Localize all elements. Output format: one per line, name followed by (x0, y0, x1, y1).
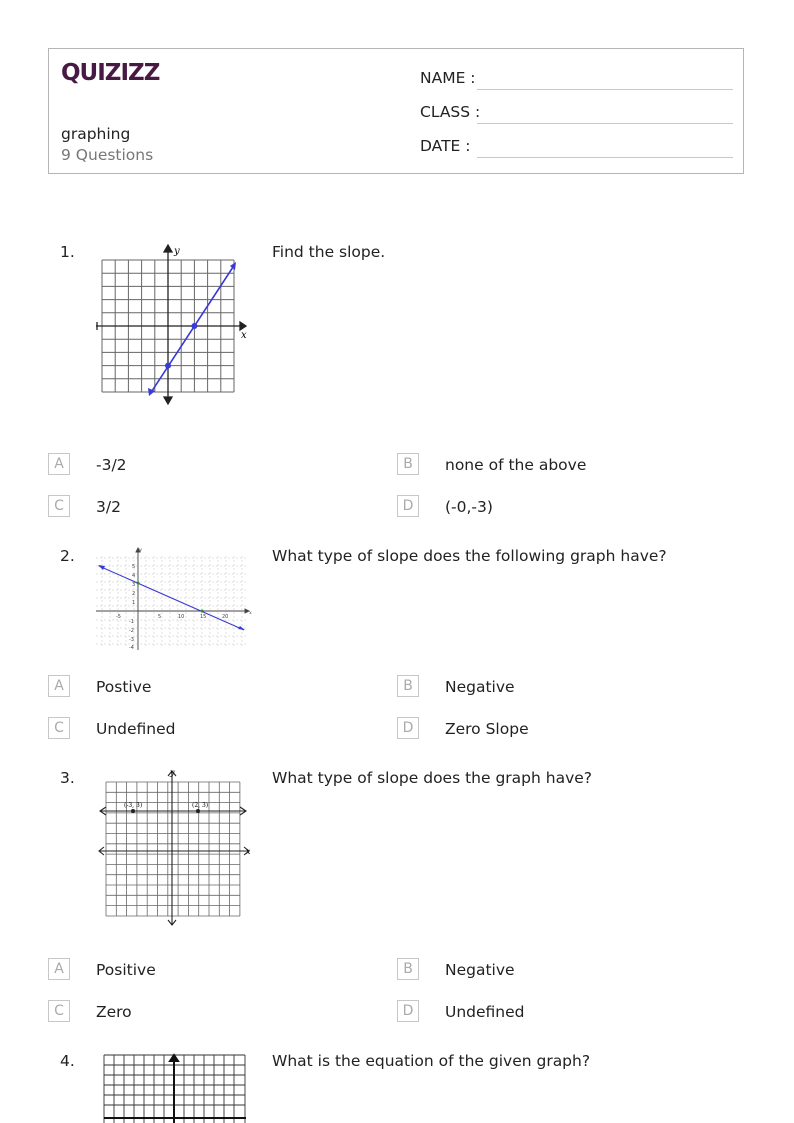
y-axis-label: y (174, 246, 180, 257)
date-label: DATE : (420, 137, 471, 155)
option-letter-box[interactable]: A (48, 675, 70, 697)
option-letter-box[interactable]: C (48, 1000, 70, 1022)
point (165, 363, 171, 369)
point (131, 809, 135, 813)
date-line[interactable] (477, 157, 733, 158)
option-text[interactable]: Negative (445, 678, 515, 696)
name-label: NAME : (420, 69, 476, 87)
class-line[interactable] (477, 123, 733, 124)
option-letter-box[interactable]: A (48, 453, 70, 475)
x-axis-label: x (246, 847, 251, 856)
question-number: 2. (60, 547, 75, 565)
grid (96, 556, 246, 648)
option-letter-box[interactable]: B (397, 675, 419, 697)
option-text[interactable]: none of the above (445, 456, 587, 474)
option-text[interactable]: Zero (96, 1003, 132, 1021)
class-label: CLASS : (420, 103, 481, 121)
question-number: 4. (60, 1052, 75, 1070)
option-letter-box[interactable]: D (397, 717, 419, 739)
option-text[interactable]: Postive (96, 678, 152, 696)
option-text[interactable]: -3/2 (96, 456, 127, 474)
question-4-graph (100, 1052, 250, 1123)
tick-label: -1 (129, 619, 134, 625)
option-letter-box[interactable]: C (48, 495, 70, 517)
question-text: What type of slope does the graph have? (272, 769, 593, 787)
question-text: Find the slope. (272, 243, 386, 261)
option-text[interactable]: (-0,-3) (445, 498, 493, 516)
point (196, 809, 200, 813)
option-text[interactable]: Zero Slope (445, 720, 529, 738)
option-letter-box[interactable]: B (397, 453, 419, 475)
point (137, 582, 140, 585)
option-letter-box[interactable]: D (397, 495, 419, 517)
worksheet-title: graphing (61, 125, 131, 143)
point (191, 323, 197, 329)
question-number: 1. (60, 243, 75, 261)
option-text[interactable]: 3/2 (96, 498, 121, 516)
question-count: 9 Questions (61, 146, 154, 164)
tick-label: 20 (222, 614, 229, 620)
option-text[interactable]: Positive (96, 961, 156, 979)
tick-label: -4 (129, 645, 134, 651)
point-label: (2, 3) (192, 802, 209, 809)
option-letter-box[interactable]: A (48, 958, 70, 980)
tick-label: 3 (132, 582, 136, 588)
question-number: 3. (60, 769, 75, 787)
x-axis-label: x (241, 330, 247, 341)
tick-label: -3 (129, 637, 134, 643)
question-1-graph (94, 242, 254, 410)
tick-label: 15 (200, 614, 207, 620)
option-letter-box[interactable]: D (397, 1000, 419, 1022)
tick-label: 4 (132, 573, 136, 579)
option-text[interactable]: Negative (445, 961, 515, 979)
slope-line (148, 262, 236, 396)
y-axis-label: y (170, 768, 175, 777)
tick-label: 10 (178, 614, 185, 620)
option-text[interactable]: Undefined (96, 720, 176, 738)
axes (99, 771, 249, 925)
question-3-graph (96, 766, 256, 928)
tick-label: -5 (116, 614, 121, 620)
option-letter-box[interactable]: C (48, 717, 70, 739)
point (201, 610, 204, 613)
name-line[interactable] (477, 89, 733, 90)
quizizz-logo: QUIZIZZ (61, 60, 160, 86)
horizontal-line (100, 807, 246, 815)
option-letter-box[interactable]: B (397, 958, 419, 980)
axes (96, 245, 246, 404)
tick-label: 5 (158, 614, 162, 620)
tick-label: -2 (129, 628, 134, 634)
option-text[interactable]: Undefined (445, 1003, 525, 1021)
question-text: What type of slope does the following graph have? (272, 547, 667, 565)
question-text: What is the equation of the given graph? (272, 1052, 591, 1070)
question-2-graph (94, 544, 254, 652)
tick-label: 5 (132, 564, 136, 570)
tick-label: 2 (132, 591, 136, 597)
tick-label: 1 (132, 600, 136, 606)
y-axis-label: y (139, 547, 142, 553)
point-label: (-3, 3) (124, 802, 143, 809)
x-axis-label: x (249, 610, 252, 616)
worksheet-header (48, 48, 744, 174)
